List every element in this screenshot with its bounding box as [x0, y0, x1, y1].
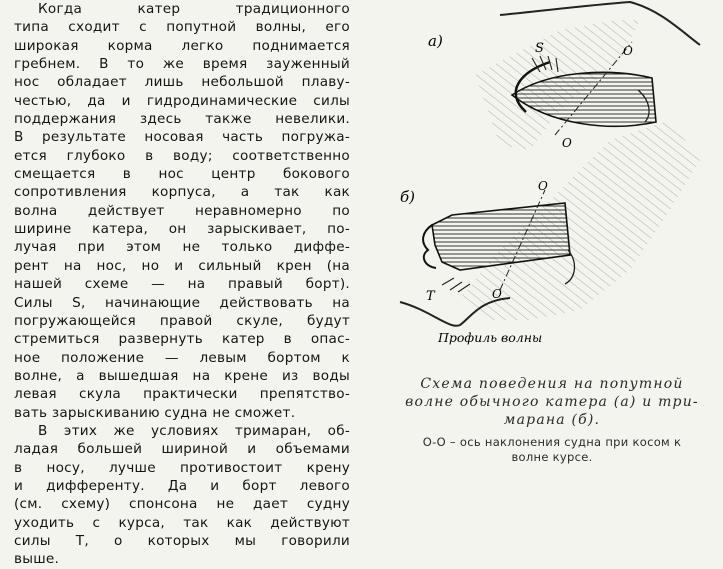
axis-label-o-top-a: O — [623, 44, 633, 58]
text-line: гребнем. В то же время зауженный — [14, 56, 350, 73]
text-line: честью, да и гидродинамические силы — [14, 92, 350, 109]
text-line: нашей схеме — на правый борт). — [14, 276, 350, 293]
axis-label-o-top-b: O — [538, 179, 548, 193]
text-line: волна действует неравномерно по — [14, 202, 350, 219]
text-line: типа сходит с попутной волны, его — [14, 19, 350, 36]
text-line: погружающейся правой скуле, будут — [14, 312, 350, 329]
label-b: б) — [400, 188, 416, 206]
force-label-s: S — [535, 41, 544, 56]
text-line: стремиться развернуть катер в опас- — [14, 331, 350, 348]
text-line: выше. — [14, 551, 60, 568]
caption-title-line: волне обычного катера (а) и три- — [405, 394, 699, 410]
text-line: Силы S, начинающие действовать на — [14, 294, 350, 311]
text-line: ширине катера, он зарыскивает, по- — [14, 221, 350, 238]
boat-behavior-diagram — [380, 0, 723, 380]
label-a: а) — [428, 32, 443, 50]
text-line: ется глубоко в воду; соответственно — [14, 147, 350, 164]
text-line: ное положение — левым бортом к — [14, 349, 350, 366]
text-line: и дифференту. Да и борт левого — [14, 477, 350, 494]
caption-title-line: Схема поведения на попутной — [420, 376, 684, 392]
force-label-t: T — [426, 289, 435, 304]
caption-title — [404, 375, 700, 429]
text-line: ладая большей шириной и объемами — [14, 441, 350, 458]
text-line: В результате носовая часть погружа- — [14, 129, 350, 146]
text-line: силы T, о которых мы говорили — [14, 532, 350, 549]
text-line: смещается в нос центр бокового — [14, 166, 350, 183]
text-line: нос обладает лишь небольшой плаву- — [14, 74, 350, 91]
wave-profile-label: Профиль волны — [438, 330, 543, 345]
caption-note: О-О – ось наклонения судна при косом к волне курсе. — [422, 435, 682, 464]
text-line: левая скула практически препятство- — [14, 386, 350, 403]
text-line: широкая корма легко поднимается — [14, 37, 350, 54]
axis-label-o-bottom-a: O — [562, 136, 572, 150]
force-arrows-t — [442, 278, 470, 292]
axis-label-o-bottom-b: O — [492, 287, 502, 301]
text-line: Когда катер традиционного — [38, 1, 350, 17]
caption-title-line: марана (б). — [503, 412, 601, 428]
text-line: волне, а вышедшая на крене из воды — [14, 367, 350, 384]
text-line: лучая при этом не только диффе- — [14, 239, 350, 256]
text-line: рент на нос, но и сильный крен (на — [14, 257, 350, 274]
text-line: (см. схему) спонсона не дает судну — [14, 496, 350, 513]
text-line: В этих же условиях тримаран, об- — [38, 422, 350, 439]
text-line: уходить с курса, так как действуют — [14, 514, 350, 531]
article-text — [14, 0, 350, 569]
figure-caption — [404, 375, 700, 465]
text-line: сопротивления корпуса, а так как — [14, 184, 350, 201]
text-line: вать зарыскиванию судна не сможет. — [14, 404, 296, 421]
text-line: поддержания здесь также невелики. — [14, 111, 350, 128]
text-line: в носу, лучше противостоит крену — [14, 459, 350, 476]
